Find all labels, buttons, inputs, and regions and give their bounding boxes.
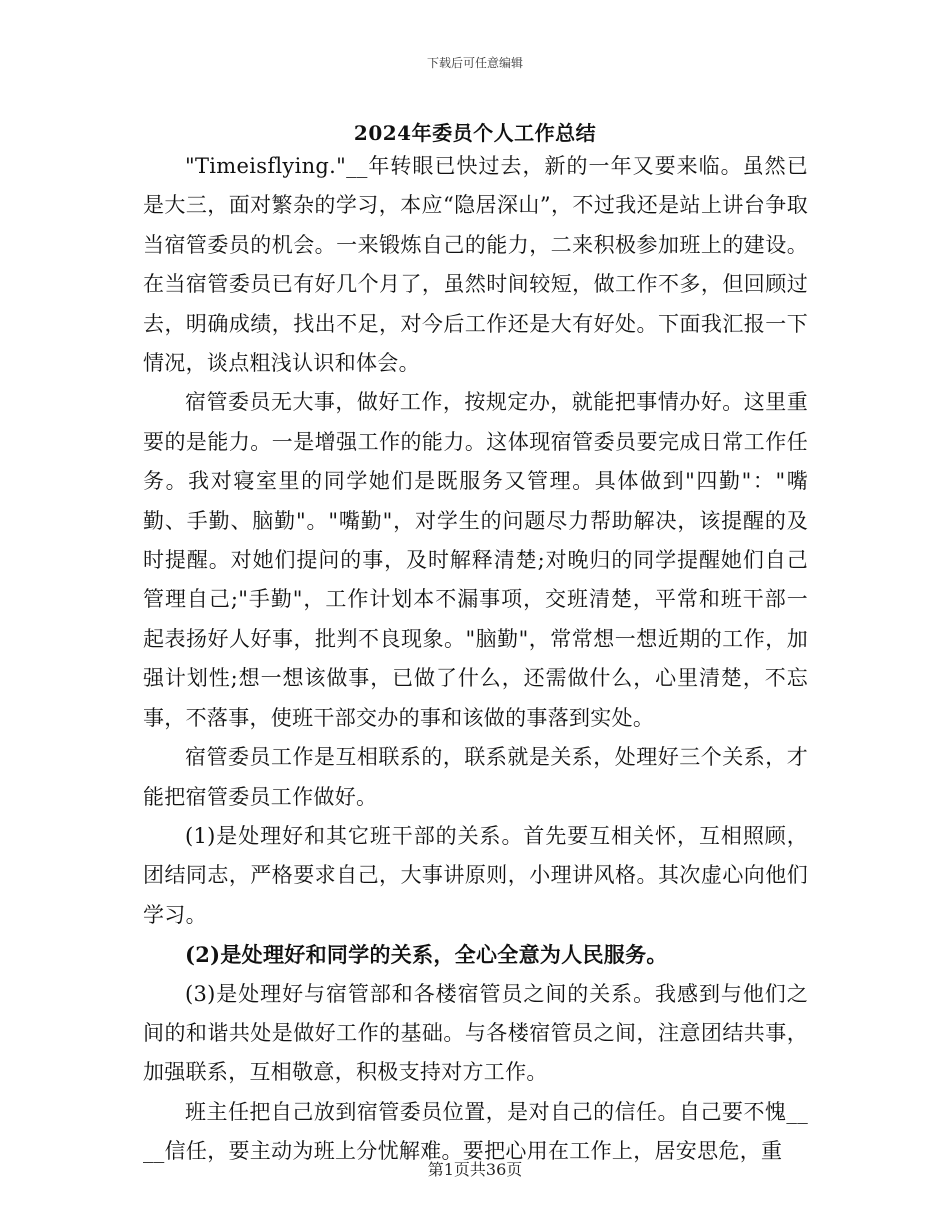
paragraph-trust: 班主任把自己放到宿管委员位置，是对自己的信任。自己要不愧____信任，要主动为班上分忧解难。要把心用在工作上，居安思危，重 xyxy=(143,1099,808,1164)
paragraph-relation-3: (3)是处理好与宿管部和各楼宿管员之间的关系。我感到与他们之间的和谐共处是做好工作的基础。与各楼宿管员之间，注意团结共事，加强联系，互相敬意，积极支持对方工作。 xyxy=(143,981,808,1085)
paragraph-ability: 宿管委员无大事，做好工作，按规定办，就能把事情办好。这里重要的是能力。一是增强工作的能力。这体现宿管委员要完成日常工作任务。我对寝室里的同学她们是既服务又管理。具体做到"四勤"："嘴勤、手勤、脑勤"。"嘴勤"，对学生的问题尽力帮助解决，该提醒的及时提醒。对她们提问的事，及时解释清楚;对晚归的同学提醒她们自己管理自己;"手勤"，工作计划本不漏事项，交班清楚，平常和班干部一起表扬好人好事，批判不良现象。"脑勤"，常常想一想近期的工作，加强计划性;想一想该做事，已做了什么，还需做什么，心里清楚，不忘事，不落事，使班干部交办的事和该做的事落到实处。 xyxy=(143,390,808,730)
paragraph-intro: "Timeisflying."__年转眼已快过去，新的一年又要来临。虽然已是大三，面对繁杂的学习，本应“隐居深山”，不过我还是站上讲台争取当宿管委员的机会。一来锻炼自己的能力，二来积极参加班上的建设。在当宿管委员已有好几个月了，虽然时间较短，做工作不多，但回顾过去，明确成绩，找出不足，对今后工作还是大有好处。下面我汇报一下情况，谈点粗浅认识和体会。 xyxy=(143,154,808,376)
page-footer: 第1页共36页 xyxy=(427,1160,523,1179)
document-title: 2024年委员个人工作总结 xyxy=(353,121,597,145)
paragraph-relation-1: (1)是处理好和其它班干部的关系。首先要互相关怀，互相照顾，团结同志，严格要求自己，大事讲原则，小理讲风格。其次虚心向他们学习。 xyxy=(143,823,808,927)
paragraph-relations: 宿管委员工作是互相联系的，联系就是关系，处理好三个关系，才能把宿管委员工作做好。 xyxy=(143,745,808,809)
paragraph-relation-2: (2)是处理好和同学的关系，全心全意为人民服务。 xyxy=(185,942,668,968)
page-header: 下载后可任意编辑 xyxy=(426,56,523,70)
document-body xyxy=(143,147,808,1172)
